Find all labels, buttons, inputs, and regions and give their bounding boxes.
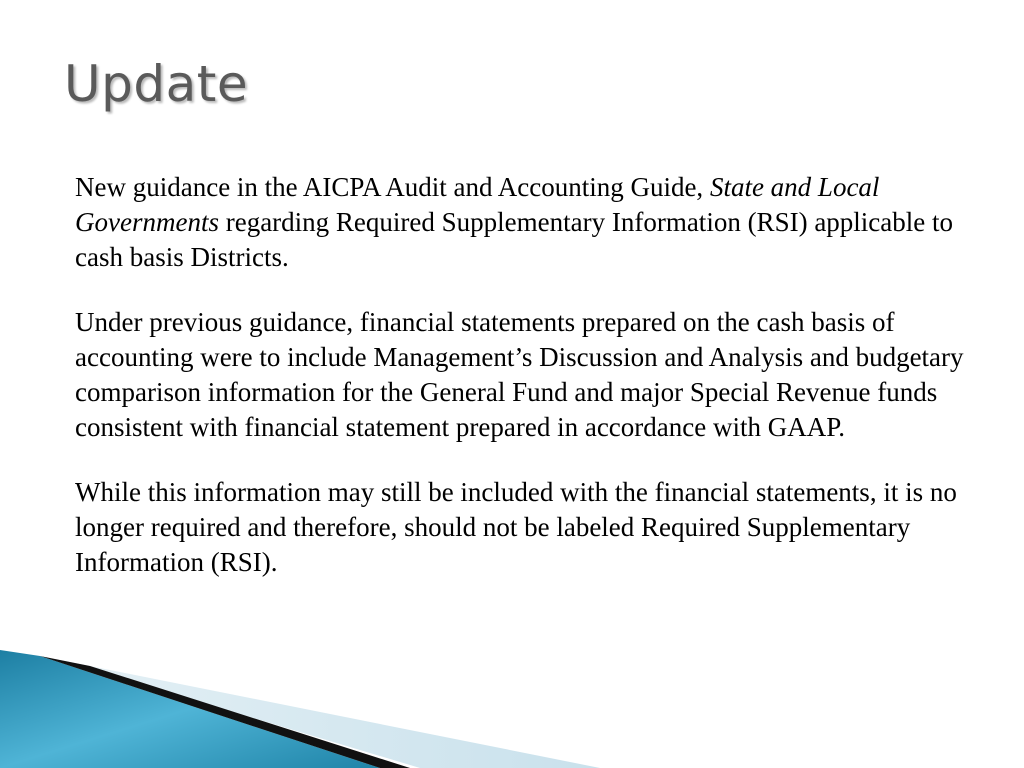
guide-title-italic: State and Local Governments	[75, 172, 880, 237]
teal-band	[0, 650, 380, 768]
slide-title: Update	[64, 55, 249, 113]
paragraph-2: Under previous guidance, financial statements prepared on the cash basis of accounting were to include Management’s Discussion and Analysis and budgetary comparison information for the General Fund and major Special Revenue funds consistent with financial statement prepared in accordance with GAAP.	[75, 307, 964, 442]
paragraph-3: While this information may still be included with the financial statements, it is no longer required and therefore, should not be labeled Required Supplementary Information (RSI).	[75, 477, 957, 577]
paragraph-1-text-start: New guidance in the AICPA Audit and Accounting Guide,	[75, 172, 710, 202]
paragraph-1-text-end: regarding Required Supplementary Information (RSI) applicable to cash basis Districts.	[75, 207, 954, 272]
